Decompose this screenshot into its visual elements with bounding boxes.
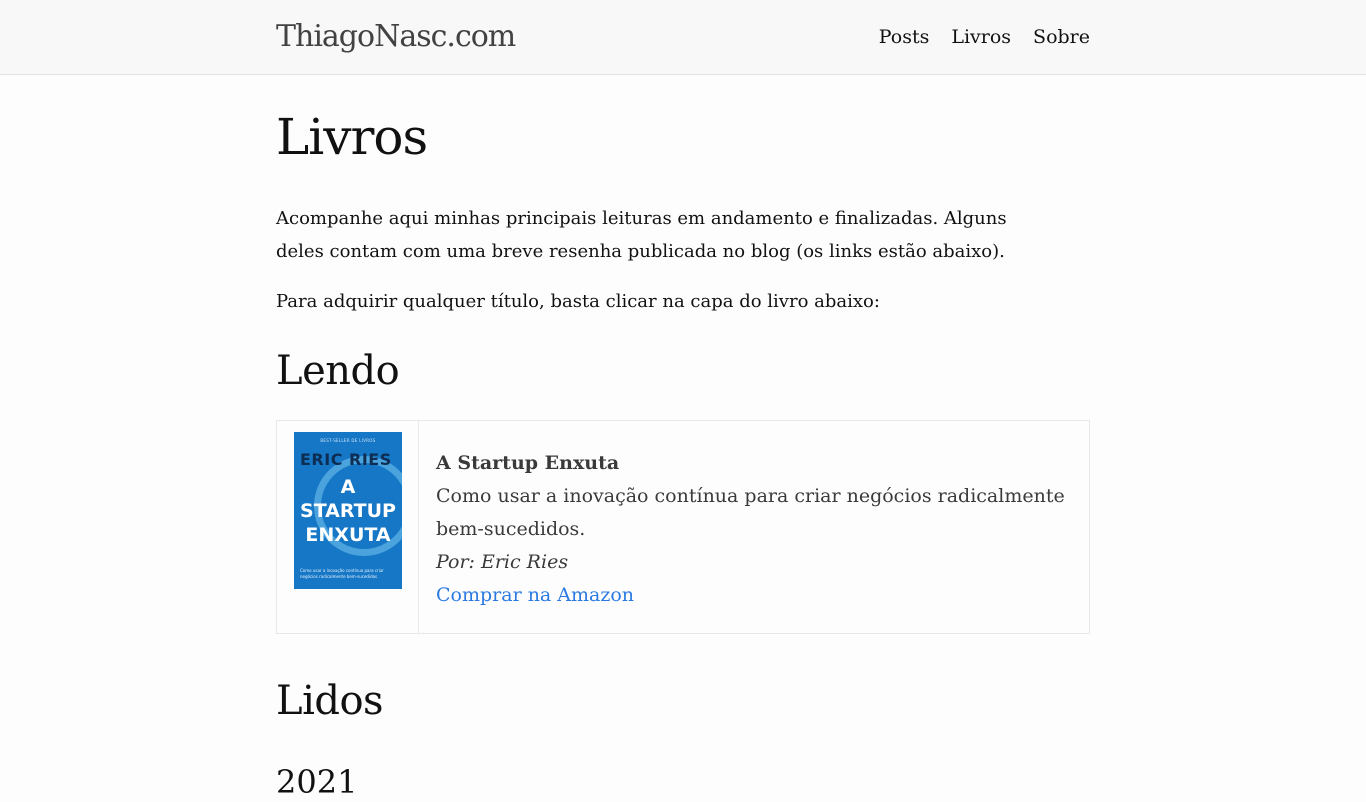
cover-tagline: BEST-SELLER DE LIVROS [320, 438, 376, 443]
nav-posts-link[interactable]: Posts [878, 26, 930, 48]
intro-paragraph: Acompanhe aqui minhas principais leituras em andamento e finalizadas. Alguns deles contam com uma breve resenha publicada no blog (os links estão abaixo). [276, 208, 1007, 262]
book-title: A Startup Enxuta [436, 452, 620, 474]
year-heading: 2021 [276, 763, 358, 801]
page-title: Livros [276, 108, 428, 166]
site-title-link[interactable]: ThiagoNasc.com [276, 19, 516, 54]
nav-livros-link[interactable]: Livros [951, 26, 1012, 48]
buy-on-amazon-link[interactable]: Comprar na Amazon [436, 584, 635, 606]
cover-author: ERIC RIES [300, 450, 392, 469]
book-cover-link[interactable] [277, 421, 419, 633]
main-content [276, 75, 1090, 802]
site-nav [879, 24, 1090, 50]
book-cover-image [294, 432, 402, 589]
cover-title-line1: A [340, 476, 356, 498]
book-author: Por: Eric Ries [436, 551, 569, 573]
book-info [419, 421, 1066, 633]
cover-subtitle: Como usar a inovação contínua para criar negócios radicalmente bem-sucedidos [300, 568, 384, 579]
cover-title-line3: ENXUTA [305, 524, 391, 546]
section-title-reading: Lendo [276, 348, 400, 394]
book-description: Como usar a inovação contínua para criar negócios radicalmente bem-sucedidos. [436, 485, 1065, 540]
book-card [276, 420, 1090, 634]
cover-title-line2: STARTUP [300, 500, 396, 522]
section-title-read: Lidos [276, 678, 384, 724]
site-header [0, 0, 1366, 75]
nav-sobre-link[interactable]: Sobre [1033, 26, 1090, 48]
purchase-instructions: Para adquirir qualquer título, basta clicar na capa do livro abaixo: [276, 291, 880, 312]
